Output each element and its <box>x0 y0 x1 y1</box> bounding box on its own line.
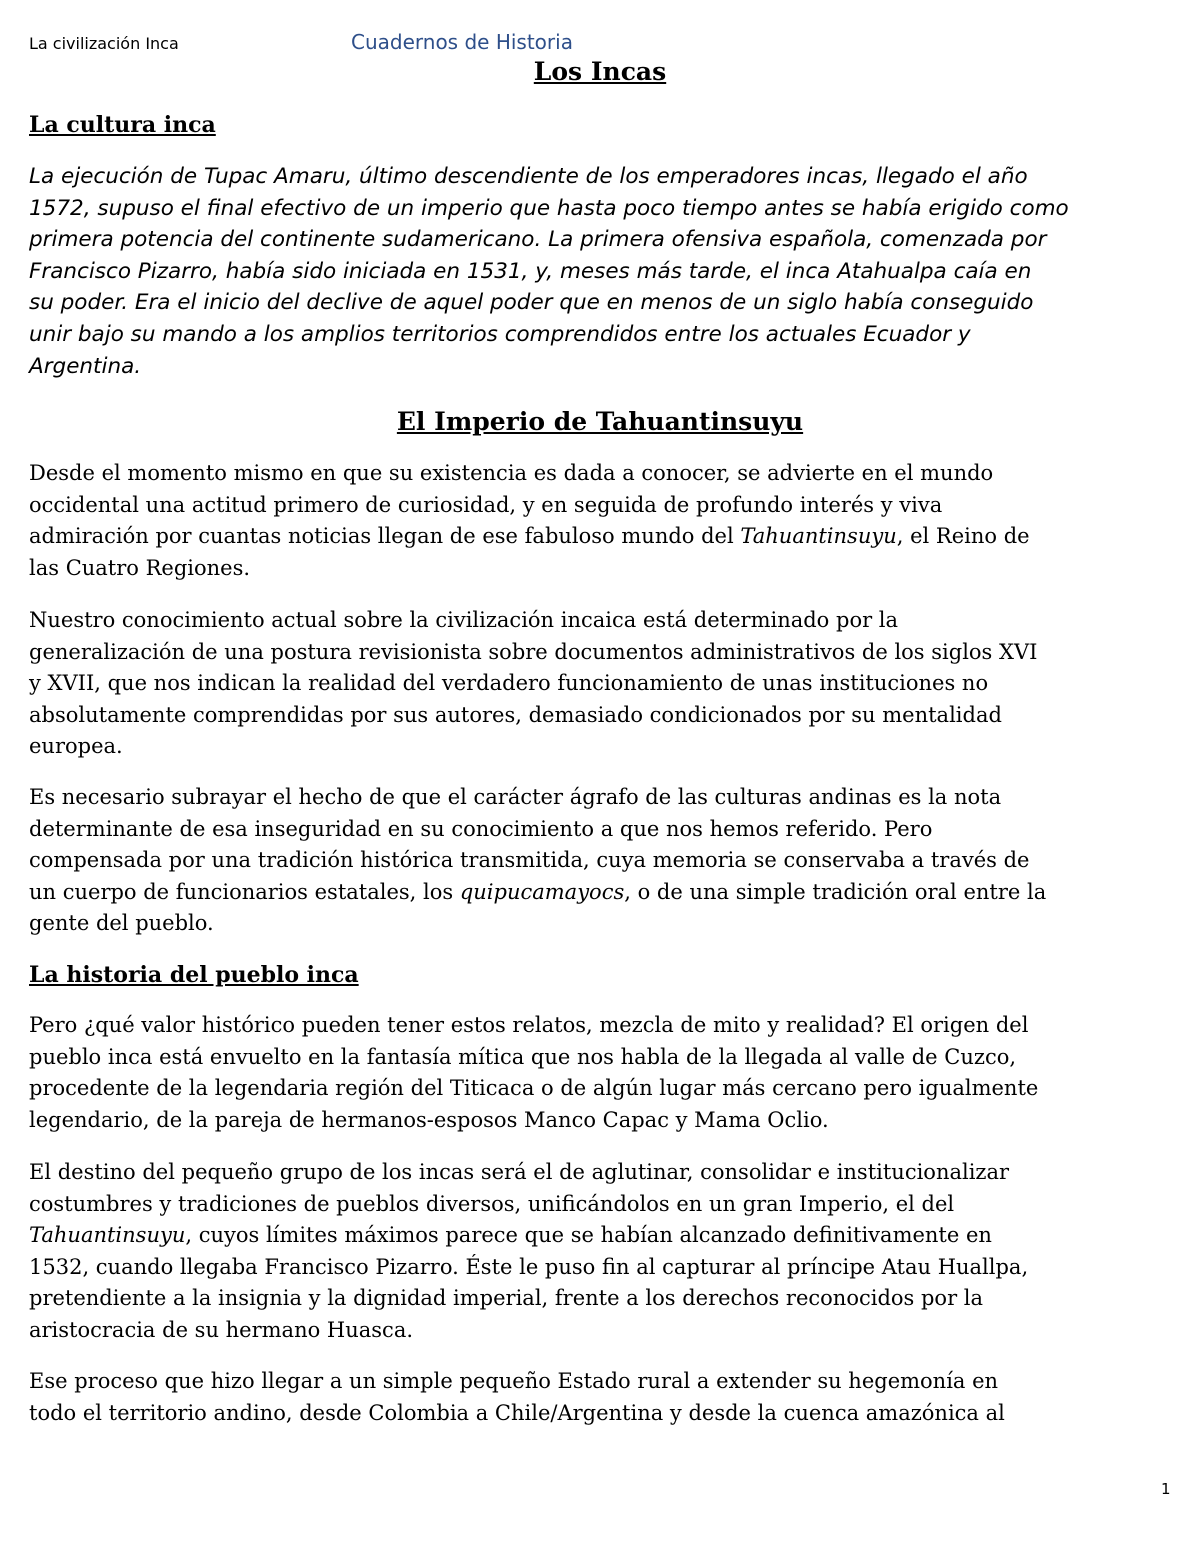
text-line: su poder. Era el inicio del declive de aquel poder que en menos de un siglo había conseguido <box>29 290 1034 316</box>
text-line: y XVII, que nos indican la realidad del verdadero funcionamiento de unas instituciones no <box>29 671 989 696</box>
paragraph-imperio-2 <box>29 605 1179 763</box>
text-run: , el Reino de <box>896 524 1030 549</box>
text-line <box>29 521 1179 553</box>
text-line: pretendiente a la insignia y la dignidad imperial, frente a los derechos reconocidos por la <box>29 1286 984 1311</box>
text-line: aristocracia de su hermano Huasca. <box>29 1317 414 1342</box>
text-line: Pero ¿qué valor histórico pueden tener estos relatos, mezcla de mito y realidad? El origen del <box>29 1013 1029 1037</box>
text-line <box>29 877 1179 909</box>
text-line: legendario, de la pareja de hermanos-esposos Manco Capac y Mama Oclio. <box>29 1107 829 1132</box>
text-line: absolutamente comprendidas por sus autores, demasiado condicionados por su mentalidad <box>29 702 1002 727</box>
text-run: , cuyos límites máximos parece que se habían alcanzado definitivamente en <box>185 1223 992 1248</box>
paragraph-imperio-1 <box>29 458 1179 584</box>
italic-term: Tahuantinsuyu <box>740 524 897 549</box>
text-line: unir bajo su mando a los amplios territorios comprendidos entre los actuales Ecuador y <box>29 321 971 347</box>
text-line: Nuestro conocimiento actual sobre la civilización incaica está determinado por la <box>29 608 899 632</box>
section-heading-cultura: La cultura inca <box>29 112 216 138</box>
text-line: gente del pueblo. <box>29 911 214 936</box>
paragraph-historia-3 <box>29 1366 1179 1429</box>
text-line: 1532, cuando llegaba Francisco Pizarro. Éste le puso fin al capturar al príncipe Atau Huallpa, <box>29 1254 1029 1279</box>
text-line: 1572, supuso el final efectivo de un imperio que hasta poco tiempo antes se había erigido como <box>29 195 1069 221</box>
text-line: primera potencia del continente sudamericano. La primera ofensiva española, comenzada por <box>29 227 1047 253</box>
paragraph-historia-1 <box>29 1010 1179 1136</box>
text-run: admiración por cuantas noticias llegan de ese fabuloso mundo del <box>29 524 741 549</box>
header-left: La civilización Inca <box>29 34 179 53</box>
paragraph-cultura <box>29 161 1179 382</box>
text-line: occidental una actitud primero de curiosidad, y en seguida de profundo interés y viva <box>29 492 943 517</box>
text-line: Francisco Pizarro, había sido iniciada en 1531, y, meses más tarde, el inca Atahualpa caía en <box>29 258 1032 284</box>
text-line: compensada por una tradición histórica transmitida, cuya memoria se conservaba a través de <box>29 848 1030 873</box>
text-line <box>29 1220 1179 1252</box>
text-line: Es necesario subrayar el hecho de que el carácter ágrafo de las culturas andinas es la nota <box>29 785 1002 809</box>
paragraph-imperio-3 <box>29 782 1179 940</box>
text-line: Argentina. <box>29 353 142 379</box>
italic-term: Tahuantinsuyu <box>29 1223 186 1248</box>
text-line: generalización de una postura revisionista sobre documentos administrativos de los siglos XVI <box>29 639 1038 664</box>
text-line: determinante de esa inseguridad en su conocimiento a que nos hemos referido. Pero <box>29 816 933 841</box>
text-line: todo el territorio andino, desde Colombia a Chile/Argentina y desde la cuenca amazónica al <box>29 1400 1005 1425</box>
paragraph-historia-2 <box>29 1157 1179 1347</box>
page-title: Los Incas <box>533 57 667 86</box>
text-line: europea. <box>29 734 123 759</box>
text-line: las Cuatro Regiones. <box>29 555 251 580</box>
text-line: Ese proceso que hizo llegar a un simple pequeño Estado rural a extender su hegemonía en <box>29 1369 999 1393</box>
text-line: Desde el momento mismo en que su existencia es dada a conocer, se advierte en el mundo <box>29 461 994 485</box>
text-line: La ejecución de Tupac Amaru, último descendiente de los emperadores incas, llegado el año <box>29 164 1028 189</box>
header-center: Cuadernos de Historia <box>351 30 573 54</box>
text-line: procedente de la legendaria región del Titicaca o de algún lugar más cercano pero igualmente <box>29 1076 1039 1101</box>
italic-term: quipucamayocs <box>459 879 625 904</box>
page-number: 1 <box>1161 1480 1171 1498</box>
text-line: pueblo inca está envuelto en la fantasía mítica que nos habla de la llegada al valle de Cuzco, <box>29 1044 1017 1069</box>
section-heading-imperio: El Imperio de Tahuantinsuyu <box>396 407 804 436</box>
text-line: costumbres y tradiciones de pueblos diversos, unificándolos en un gran Imperio, el del <box>29 1191 955 1216</box>
text-line: El destino del pequeño grupo de los incas será el de aglutinar, consolidar e institucionalizar <box>29 1160 1010 1184</box>
section-heading-historia: La historia del pueblo inca <box>29 962 359 988</box>
text-run: un cuerpo de funcionarios estatales, los <box>29 879 460 904</box>
text-run: , o de una simple tradición oral entre la <box>624 879 1047 904</box>
